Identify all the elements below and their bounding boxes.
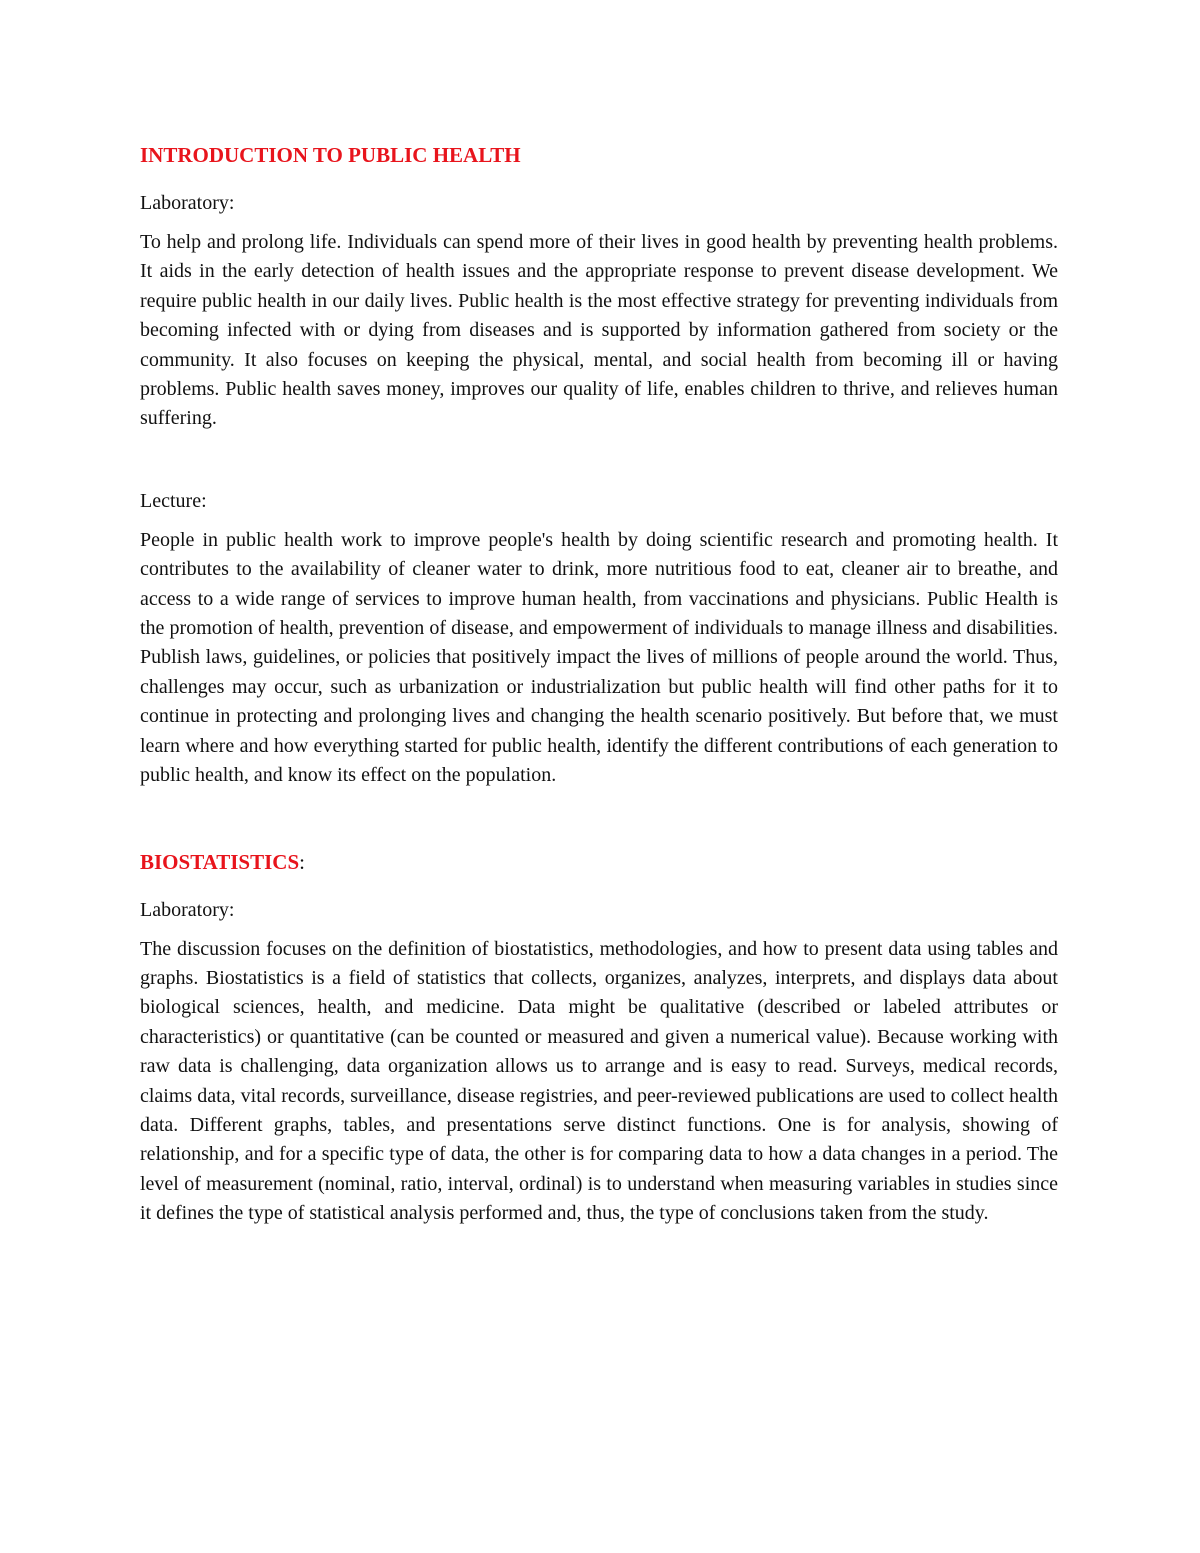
section-heading-suffix: : bbox=[299, 849, 305, 874]
section-heading bbox=[140, 847, 1058, 877]
section-heading-text: BIOSTATISTICS bbox=[140, 849, 300, 874]
lecture-label: Lecture: bbox=[140, 489, 207, 512]
section-biostatistics bbox=[140, 847, 1058, 1229]
laboratory-label: Laboratory: bbox=[140, 192, 235, 214]
laboratory-paragraph: The discussion focuses on the definition of biostatistics, methodologies, and how to present data using tables and graphs. Biostatistics is a field of statistics that collects, organizes, analyzes, interprets, and displays data about biological sciences, health, and medicine. Data might be qualitative (described or labeled attributes or characteristics) or quantitative (can be counted or measured and given a numerical value). Because working with raw data is challenging, data organization allows us to arrange and is easy to read. Surveys, medical records, claims data, vital records, surveillance, disease registries, and peer-reviewed publications are used to collect health data. Different graphs, tables, and presentations serve distinct functions. One is for analysis, showing of relationship, and for a specific type of data, the other is for comparing data to how a data changes in a period. The level of measurement (nominal, ratio, interval, ordinal) is to understand when measuring variables in studies since it defines the type of statistical analysis performed and, thus, the type of conclusions taken from the study. bbox=[140, 937, 1058, 1225]
laboratory-paragraph: To help and prolong life. Individuals can spend more of their lives in good health by preventing health problems. It aids in the early detection of health issues and the appropriate response to prevent disease development. We require public health in our daily lives. Public health is the most effective strategy for preventing individuals from becoming infected with or dying from diseases and is supported by information gathered from society or the community. It also focuses on keeping the physical, mental, and social health from becoming ill or having problems. Public health saves money, improves our quality of life, enables children to thrive, and relieves human suffering. bbox=[140, 231, 1058, 430]
lecture-paragraph: People in public health work to improve people's health by doing scientific research and promoting health. It contributes to the availability of cleaner water to drink, more nutritious food to eat, cleaner air to breathe, and access to a wide range of services to improve human health, from vaccinations and physicians. Public Health is the promotion of health, prevention of disease, and empowerment of individuals to manage illness and disabilities. Publish laws, guidelines, or policies that positively impact the lives of millions of people around the world. Thus, challenges may occur, such as urbanization or industrialization but public health will find other paths for it to continue in protecting and prolonging lives and changing the health scenario positively. But before that, we must learn where and how everything started for public health, identify the different contributions of each generation to public health, and know its effect on the population. bbox=[140, 528, 1058, 787]
section-heading-text: INTRODUCTION TO PUBLIC HEALTH bbox=[140, 143, 521, 167]
document-page bbox=[140, 140, 1058, 1229]
spacer bbox=[140, 434, 1058, 486]
section-public-health bbox=[140, 140, 1058, 791]
section-heading bbox=[140, 140, 1058, 170]
laboratory-label: Laboratory: bbox=[140, 898, 235, 921]
spacer bbox=[140, 791, 1058, 847]
